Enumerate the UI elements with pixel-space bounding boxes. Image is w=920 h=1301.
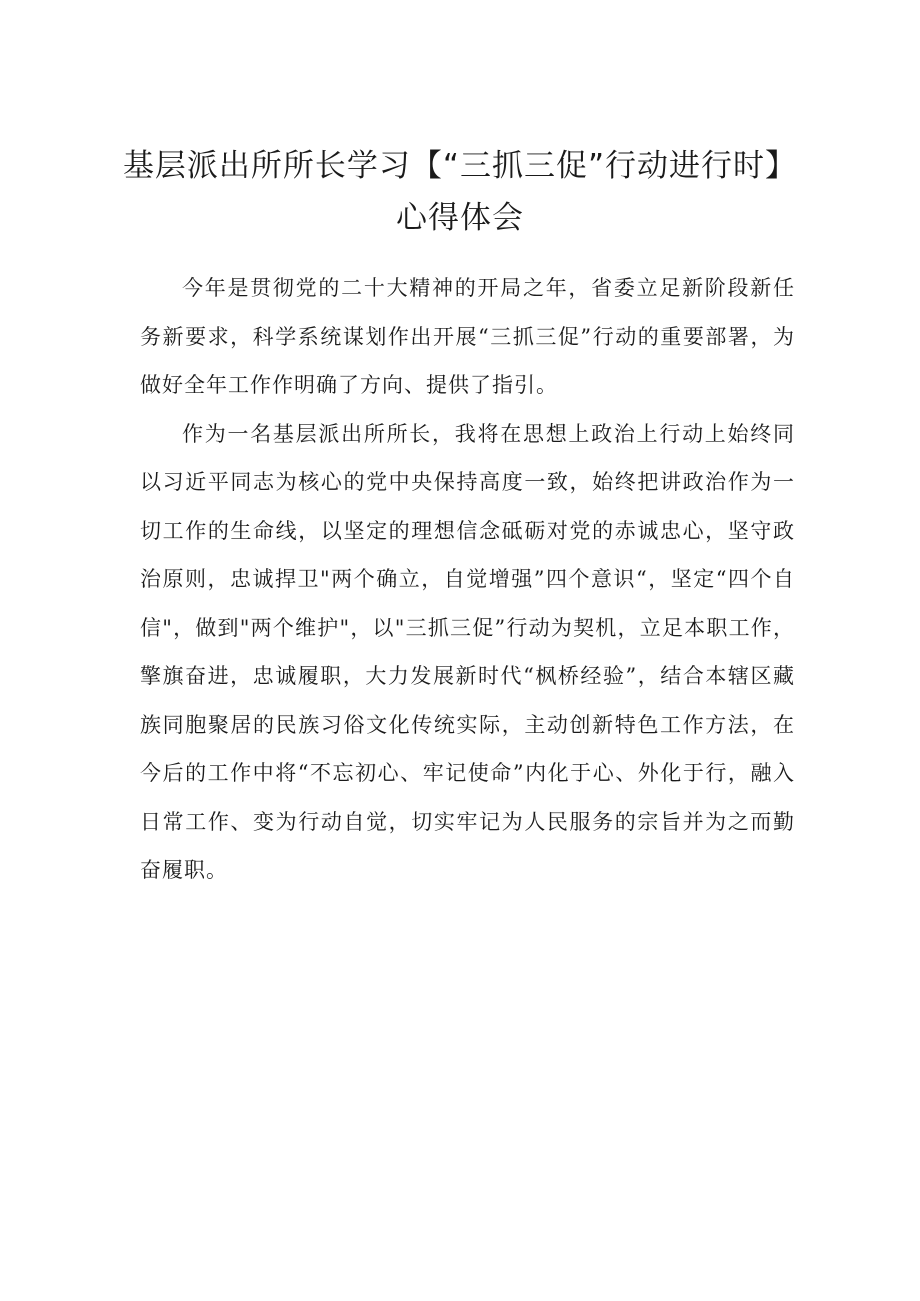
- paragraph-1: 今年是贯彻党的二十大精神的开局之年，省委立足新阶段新任务新要求，科学系统谋划作出开展“三抓三促”行动的重要部署，为做好全年工作作明确了方向、提供了指引。: [140, 276, 795, 397]
- paragraph-2: 作为一名基层派出所所长，我将在思想上政治上行动上始终同以习近平同志为核心的党中央保持高度一致，始终把讲政治作为一切工作的生命线，以坚定的理想信念砥砺对党的赤诚忠心，坚守政治原则，忠诚捍卫"两个确立，自觉增强”四个意识“，坚定“四个自信"，做到"两个维护"，以"三抓三促”行动为契机，立足本职工作，擎旗奋进，忠诚履职，大力发展新时代“枫桥经验”，结合本辖区藏族同胞聚居的民族习俗文化传统实际，主动创新特色工作方法，在今后的工作中将“不忘初心、牢记使命”内化于心、外化于行，融入日常工作、变为行动自觉，切实牢记为人民服务的宗旨并为之而勤奋履职。: [140, 421, 795, 882]
- document-title: 基层派出所所长学习【“三抓三促”行动进行时】心得体会: [122, 148, 798, 236]
- document-body: [140, 264, 795, 895]
